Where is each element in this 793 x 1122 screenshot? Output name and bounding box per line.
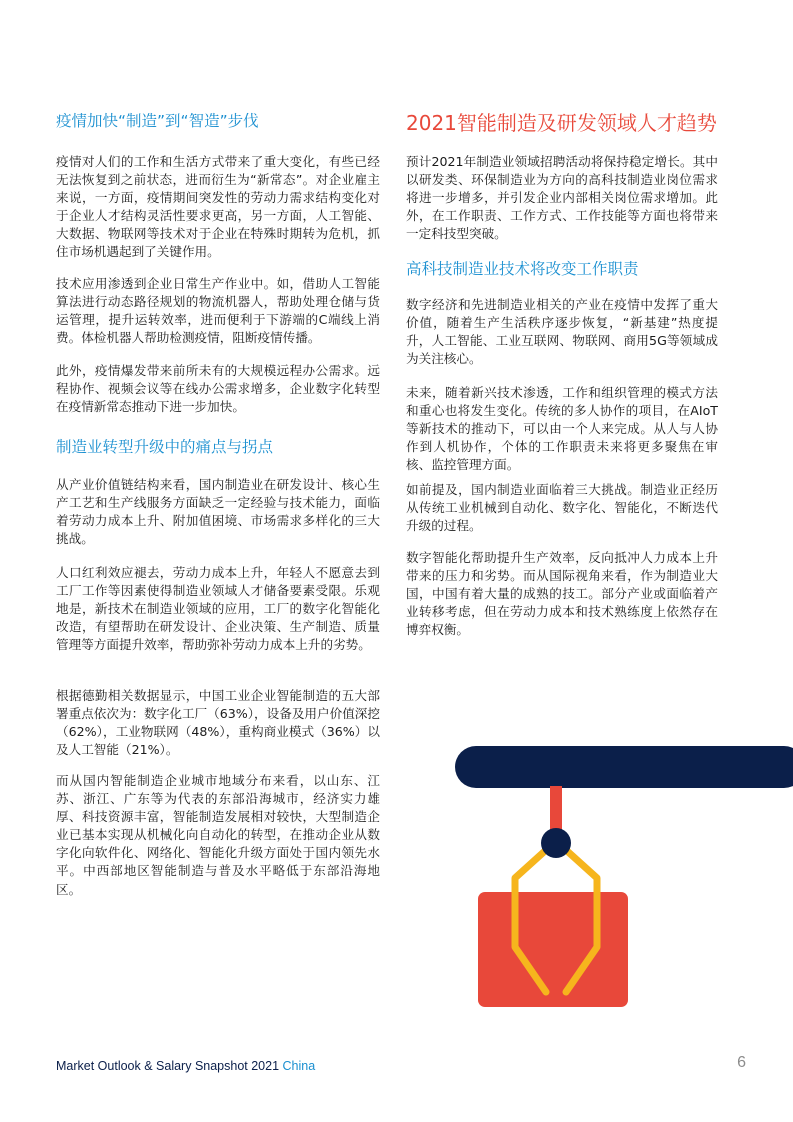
claw-hub <box>541 828 571 858</box>
report-name: Market Outlook & Salary Snapshot 2021 <box>56 1059 280 1073</box>
paragraph: 疫情对人们的工作和生活方式带来了重大变化，有些已经无法恢复到之前状态，进而衍生为“新常态”。对企业雇主来说，一方面，疫情期间突发性的劳动力需求结构变化对于企业人才结构灵活性要求更高，另一方面，人工智能、大数据、物联网等技术对于企业在特殊时期转为危机，抓住市场机遇起到了关键作用。 <box>56 154 380 260</box>
crate <box>478 892 628 1007</box>
section-heading-job-duties: 高科技制造业技术将改变工作职责 <box>406 260 639 278</box>
paragraph: 从产业价值链结构来看，国内制造业在研发设计、核心生产工艺和生产线服务方面缺乏一定经验与技术能力，面临着劳动力成本上升、附加值困境、市场需求多样化的三大挑战。 <box>56 477 380 547</box>
paragraph: 数字智能化帮助提升生产效率，反向抵冲人力成本上升带来的压力和劣势。而从国际视角来看，作为制造业大国，中国有着大量的成熟的技工。部分产业或面临着产业转移考虑，但在劳动力成本和技术熟练度上依然存在博弈权衡。 <box>406 550 718 638</box>
crane-rail <box>455 746 793 788</box>
crane-claw-illustration <box>440 740 793 1030</box>
footer <box>56 1059 315 1073</box>
report-country: China <box>282 1059 316 1073</box>
section-heading-pandemic: 疫情加快“制造”到“智造”步伐 <box>56 112 259 130</box>
paragraph: 而从国内智能制造企业城市地域分布来看，以山东、江苏、浙江、广东等为代表的东部沿海城市，经济实力雄厚、科技资源丰富，智能制造发展相对较快，大型制造企业已基本实现从机械化向自动化的转型，在推动企业从数字化向软件化、网络化、智能化升级方面处于国内领先水平。中西部地区智能制造与普及水平略低于东部沿海地区。 <box>56 773 380 897</box>
paragraph: 根据德勤相关数据显示，中国工业企业智能制造的五大部署重点依次为：数字化工厂（63%），设备及用户价值深挖（62%），工业物联网（48%），重构商业模式（36%）以及人工智能（21%）。 <box>56 688 380 758</box>
paragraph: 未来，随着新兴技术渗透，工作和组织管理的模式方法和重心也将发生变化。传统的多人协作的项目，在AIoT等新技术的推动下，可以由一个人来完成。从人与人协作到人机协作，个体的工作职责未来将更多聚焦在审核、监控管理方面。 <box>406 385 718 473</box>
paragraph: 此外，疫情爆发带来前所未有的大规模远程办公需求。远程协作、视频会议等在线办公需求增多，企业数字化转型在疫情新常态推动下进一步加快。 <box>56 363 380 415</box>
paragraph: 技术应用渗透到企业日常生产作业中。如，借助人工智能算法进行动态路径规划的物流机器人，帮助处理仓储与货运管理，提升运转效率，进而便利于下游端的C端线上消费。体检机器人帮助检测疫情，阻断疫情传播。 <box>56 276 380 346</box>
paragraph: 如前提及，国内制造业面临着三大挑战。制造业正经历从传统工业机械到自动化、数字化、智能化，不断迭代升级的过程。 <box>406 482 718 534</box>
section-heading-pain-points: 制造业转型升级中的痛点与拐点 <box>56 438 274 456</box>
paragraph: 人口红利效应褪去，劳动力成本上升，年轻人不愿意去到工厂工作等因素使得制造业领域人才储备要素受限。乐观地是，新技术在制造业领域的应用，工厂的数字化智能化改造，有望帮助在研发设计、企业决策、生产制造、质量管理等方面提升效率，帮助弥补劳动力成本上升的劣势。 <box>56 565 380 653</box>
page-number: 6 <box>737 1054 746 1071</box>
page-title: 2021智能制造及研发领域人才趋势 <box>406 111 717 135</box>
paragraph: 数字经济和先进制造业相关的产业在疫情中发挥了重大价值，随着生产生活秩序逐步恢复，“新基建”热度提升，人工智能、工业互联网、物联网、商用5G等领域成为关注核心。 <box>406 297 718 367</box>
paragraph: 预计2021年制造业领域招聘活动将保持稳定增长。其中以研发类、环保制造业为方向的高科技制造业岗位需求将进一步增多，并引发企业内部相关岗位需求增加。此外，在工作职责、工作方式、工作技能等方面也将带来一定科技型突破。 <box>406 154 718 242</box>
